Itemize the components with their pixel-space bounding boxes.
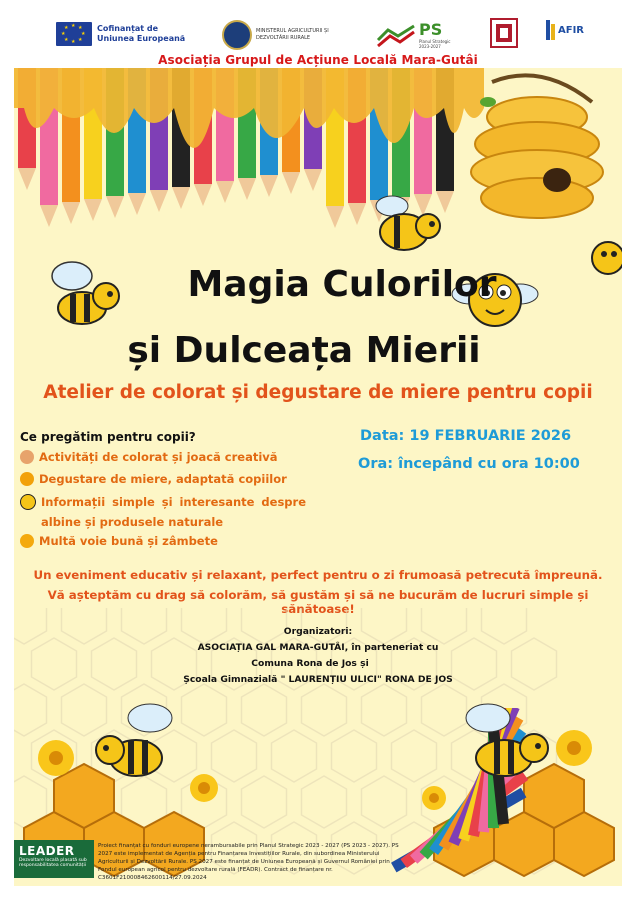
program-item-text: Activități de colorat și joacă creativă [39, 450, 278, 464]
ministry-line2: DEZVOLTĂRII RURALE [256, 35, 311, 41]
pencil-tip [18, 168, 36, 190]
eu-logo-line2: Uniunea Europeană [97, 34, 186, 43]
pencil-tip [150, 190, 168, 212]
organizers-line3: Școala Gimnazială " LAURENȚIU ULICI" RONA DE JOS [183, 674, 453, 685]
pencil-tip [348, 203, 366, 225]
pencil-tip [304, 169, 322, 191]
honey-pot-icon [20, 472, 34, 486]
event-subtitle: Atelier de colorat și degustare de miere pentru copii [43, 382, 593, 403]
eu-logo-line1: Cofinanțat de [97, 24, 159, 33]
eu-flag-icon: ★ ★ ★ ★ ★ ★ ★ ★ [56, 22, 92, 46]
title-line2: și Dulceața Mierii [127, 330, 481, 371]
organizers-heading: Organizatori: [283, 626, 353, 637]
leader-sub1: Dezvoltare locală plasată sub [19, 858, 87, 863]
ministry-seal-icon [222, 20, 252, 50]
eu-logo [56, 22, 185, 46]
pencil-tip [282, 172, 300, 194]
pencil-tip [194, 184, 212, 206]
program-item [20, 450, 278, 464]
poster [14, 68, 622, 886]
event-time: Ora: începând cu ora 10:00 [358, 456, 580, 472]
association-title: Asociația Grupul de Acțiune Locală Mara-Gutâi [158, 53, 478, 67]
ministry-line1: MINISTERUL AGRICULTURII ȘI [256, 28, 329, 34]
program-question: Ce pregătim pentru copii? [20, 430, 196, 444]
ps-flag-icon [376, 22, 416, 48]
program-item-text: Informații simple și interesante despre albine și produsele naturale [41, 495, 306, 529]
funding-text: Proiect finanțat cu fonduri europene nerambursabile prin Planul Strategic 2023 - 2027 (PS 2023 - 2027). PS 2027 este implementat de Agenția pentru Finanțarea Investițiilor Rurale, din subordinea Ministerului Agriculturii și Dezvoltării Rurale. PS 2027 este finanțat de Uniunea Europeană și Guvernul României prin Fondul european agricol pentru dezvoltare rurală (FEADR). Contract de finanțare nr. C3601F210008462600114/27.09.2024 [98, 843, 399, 881]
crest-icon [490, 18, 518, 48]
pencil-tip [128, 193, 146, 215]
message-line2: Vă așteptăm cu drag să colorăm, să gustăm și să ne bucurăm de lucruri simple și sănătoase! [47, 588, 589, 616]
afir-logo [546, 20, 584, 40]
pencil-tip [62, 202, 80, 224]
ps-logo-sub1: Planul Strategic [419, 39, 451, 44]
smile-icon [20, 534, 34, 548]
leader-title: LEADER [19, 844, 75, 858]
palette-icon [20, 450, 34, 464]
ps-logo [376, 20, 451, 49]
message-line1: Un eveniment educativ și relaxant, perfect pentru o zi frumoasă petrecută împreună. [33, 568, 603, 582]
leader-sub2: responsabilitatea comunității [19, 863, 86, 868]
pencil-tip [106, 196, 124, 218]
bee-icon [370, 192, 450, 262]
title-line1: Magia Culorilor [187, 264, 497, 305]
ps-logo-title: PS [419, 20, 443, 39]
pencil-tip [172, 187, 190, 209]
bee-icon [90, 698, 180, 788]
program-item [20, 534, 218, 548]
pencil-tip [84, 199, 102, 221]
bee-icon [458, 698, 554, 788]
pencil-tip [40, 205, 58, 227]
pencil-tip [260, 175, 278, 197]
ministry-logo [222, 20, 329, 50]
bee-icon [20, 494, 36, 510]
pencil-tip [216, 181, 234, 203]
program-item-text: Degustare de miere, adaptată copiilor [39, 472, 287, 486]
event-date: Data: 19 FEBRUARIE 2026 [360, 428, 572, 444]
pencil-tip [238, 178, 256, 200]
ps-logo-sub2: 2023-2027 [419, 44, 441, 49]
organizers-line1: ASOCIAȚIA GAL MARA-GUTÂI, în parteneriat cu [197, 642, 439, 653]
leader-logo [14, 840, 94, 878]
organizers-line2: Comuna Rona de Jos și [251, 658, 369, 669]
pencil-tip [326, 206, 344, 228]
afir-text: AFIR [558, 24, 584, 36]
program-item [20, 492, 306, 532]
program-item [20, 472, 287, 486]
beehive-icon [462, 72, 612, 232]
county-crest [490, 18, 518, 48]
program-item-text: Multă voie bună și zâmbete [39, 534, 218, 548]
afir-mark-icon [546, 20, 556, 40]
